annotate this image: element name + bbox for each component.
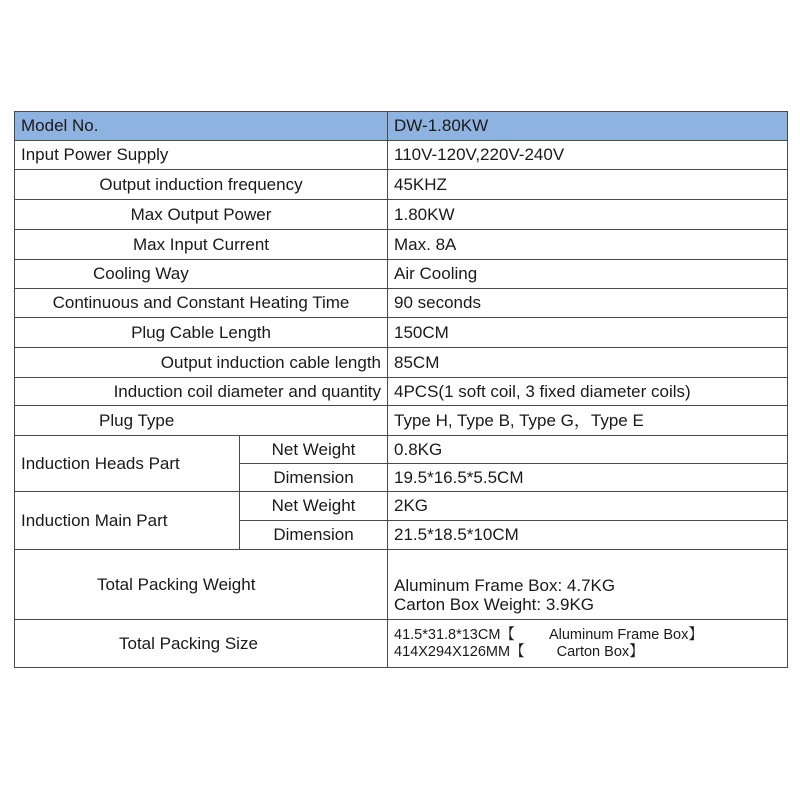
heads-dimension-value: 19.5*16.5*5.5CM bbox=[388, 464, 788, 492]
cooling-value: Air Cooling bbox=[388, 260, 788, 289]
model-label: Model No. bbox=[15, 112, 388, 141]
output-cable-label: Output induction cable length bbox=[15, 348, 388, 378]
plug-cable-label: Plug Cable Length bbox=[15, 318, 388, 348]
table-row-frequency bbox=[15, 170, 788, 200]
table-row-packing-weight bbox=[15, 550, 788, 620]
main-dimension-label: Dimension bbox=[240, 521, 388, 550]
output-cable-value: 85CM bbox=[388, 348, 788, 378]
table-row-model bbox=[15, 112, 788, 141]
plug-type-value: Type H, Type B, Type G，Type E bbox=[388, 406, 788, 436]
packing-weight-value bbox=[388, 550, 788, 620]
model-value: DW-1.80KW bbox=[388, 112, 788, 141]
packing-weight-label: Total Packing Weight bbox=[15, 550, 388, 620]
max-output-label: Max Output Power bbox=[15, 200, 388, 230]
plug-cable-value: 150CM bbox=[388, 318, 788, 348]
heads-net-weight-label: Net Weight bbox=[240, 436, 388, 464]
packing-size-line-2 bbox=[394, 644, 781, 661]
heads-part-label: Induction Heads Part bbox=[15, 436, 240, 492]
packing-size-line-2-dims: 414X294X126MM【 bbox=[394, 643, 525, 660]
packing-size-value bbox=[388, 620, 788, 668]
plug-type-label: Plug Type bbox=[15, 406, 388, 436]
table-row-plug-type bbox=[15, 406, 788, 436]
table-row-plug-cable bbox=[15, 318, 788, 348]
cooling-label: Cooling Way bbox=[15, 260, 388, 289]
table-row-max-output bbox=[15, 200, 788, 230]
coil-label: Induction coil diameter and quantity bbox=[15, 378, 388, 406]
heating-time-label: Continuous and Constant Heating Time bbox=[15, 289, 388, 318]
table-row-output-cable bbox=[15, 348, 788, 378]
heads-net-weight-value: 0.8KG bbox=[388, 436, 788, 464]
packing-size-line-1-box: Aluminum Frame Box】 bbox=[548, 626, 703, 643]
main-net-weight-value: 2KG bbox=[388, 492, 788, 521]
table-row-input-power bbox=[15, 141, 788, 170]
table-row-packing-size bbox=[15, 620, 788, 668]
packing-weight-line-2: Carton Box Weight: 3.9KG bbox=[394, 595, 595, 615]
table-row-heads-weight bbox=[15, 436, 788, 464]
frequency-value: 45KHZ bbox=[388, 170, 788, 200]
main-dimension-value: 21.5*18.5*10CM bbox=[388, 521, 788, 550]
table-row-cooling bbox=[15, 260, 788, 289]
main-part-label: Induction Main Part bbox=[15, 492, 240, 550]
table-row-coil bbox=[15, 378, 788, 406]
packing-size-line-1 bbox=[394, 627, 781, 644]
input-power-label: Input Power Supply bbox=[15, 141, 388, 170]
packing-size-label: Total Packing Size bbox=[15, 620, 388, 668]
frequency-label: Output induction frequency bbox=[15, 170, 388, 200]
heads-dimension-label: Dimension bbox=[240, 464, 388, 492]
table-row-heating-time bbox=[15, 289, 788, 318]
max-input-value: Max. 8A bbox=[388, 230, 788, 260]
heating-time-value: 90 seconds bbox=[388, 289, 788, 318]
input-power-value: 110V-120V,220V-240V bbox=[388, 141, 788, 170]
packing-size-line-1-dims: 41.5*31.8*13CM【 bbox=[394, 626, 515, 643]
max-input-label: Max Input Current bbox=[15, 230, 388, 260]
packing-size-line-2-box: Carton Box】 bbox=[556, 643, 644, 660]
coil-value: 4PCS(1 soft coil, 3 fixed diameter coils) bbox=[388, 378, 788, 406]
max-output-value: 1.80KW bbox=[388, 200, 788, 230]
packing-weight-line-1: Aluminum Frame Box: 4.7KG bbox=[394, 575, 616, 595]
spec-table bbox=[14, 111, 788, 668]
main-net-weight-label: Net Weight bbox=[240, 492, 388, 521]
table-row-main-weight bbox=[15, 492, 788, 521]
table-row-max-input bbox=[15, 230, 788, 260]
